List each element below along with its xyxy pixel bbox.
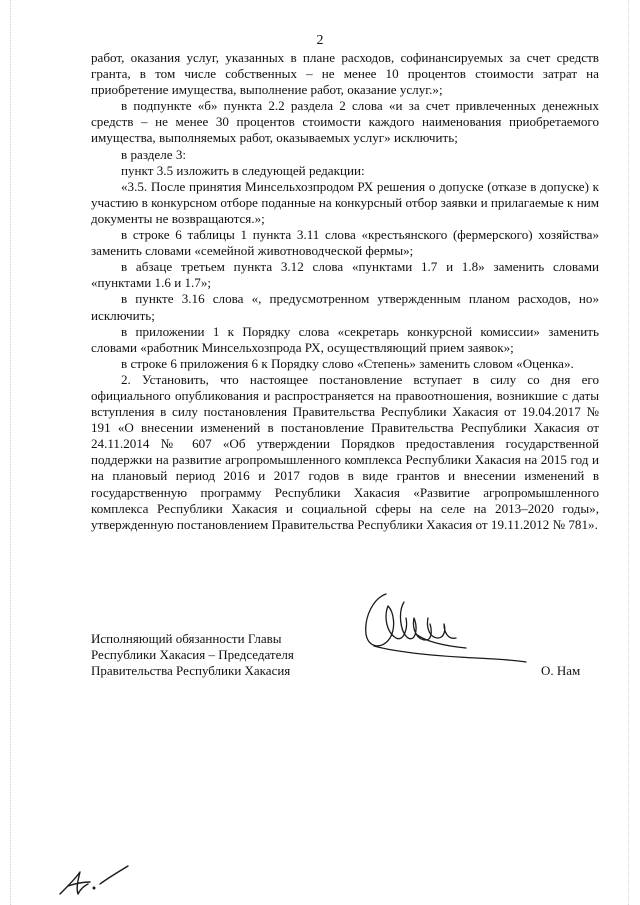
paragraph: в строке 6 приложения 6 к Порядку слово «Степень» заменить словом «Оценка». <box>121 355 574 371</box>
signatory-name: О. Нам <box>541 663 581 678</box>
paragraph: работ, оказания услуг, указанных в плане расходов, софинансируемых за счет средств гранта, в том числе собственных – не менее 10 процентов стоимости затрат на приобретение имущества, выполнение работ, оказание услуг.»; <box>91 50 599 98</box>
paragraph: в разделе 3: <box>121 146 187 162</box>
paragraph: в строке 6 таблицы 1 пункта 3.11 слова «крестьянского (фермерского) хозяйства» заменить словами «семейной животноводческой фермы»; <box>91 227 599 259</box>
paragraph: пункт 3.5 изложить в следующей редакции: <box>121 162 365 178</box>
paragraph: в подпункте «б» пункта 2.2 раздела 2 слова «и за счет привлеченных денежных средств – не менее 30 процентов стоимости каждого наименования приобретаемого имущества, выполняемых работ, оказываемых услуг» исключить; <box>91 98 599 146</box>
handwritten-initials <box>56 860 136 900</box>
paragraph: в приложении 1 к Порядку слова «секретарь конкурсной комиссии» заменить словами «работник Минсельхозпрода РХ, осуществляющий прием заявок»; <box>91 323 599 355</box>
document-body <box>91 50 599 533</box>
signatory-position <box>91 631 321 679</box>
paragraph: «3.5. После принятия Минсельхозпродом РХ решения о допуске (отказе в допуске) к участию в конкурсном отборе поданные на конкурсный отбор заявки и прилагаемые к ним документы не возвращаются.»; <box>91 178 599 226</box>
signatory-position-line: Республики Хакасия – Председателя <box>91 647 294 662</box>
scan-edge-right <box>628 0 630 905</box>
signatory-position-line: Исполняющий обязанности Главы <box>91 631 282 646</box>
signatory-position-line: Правительства Республики Хакасия <box>91 663 291 678</box>
paragraph: в пункте 3.16 слова «, предусмотренном утвержденным планом расходов, но» исключить; <box>91 291 599 323</box>
paragraph: в абзаце третьем пункта 3.12 слова «пунктами 1.7 и 1.8» заменить словами «пунктами 1.6 и 1.7»; <box>91 259 599 291</box>
paragraph: 2. Установить, что настоящее постановление вступает в силу со дня его официального опубликования и распространяется на правоотношения, возникшие с даты вступления в силу постановления Правительства Республики Хакасия от 19.04.2017 № 191 «О внесении изменений в постановление Правительства Республики Хакасия от 24.11.2014 № 607 «Об утверждении Порядков предоставления государственной поддержки на развитие агропромышленного комплекса Республики Хакасия на 2015 год и на плановый период 2016 и 2017 годов в виде грантов и внесении изменений в государственную программу Республики Хакасия «Развитие агропромышленного комплекса Республики Хакасия и социальной сферы на селе на 2013–2020 годы», утвержденную постановлением Правительства Республики Хакасия от 19.11.2012 № 781». <box>91 371 599 532</box>
handwritten-signature <box>356 588 536 668</box>
scan-edge-left <box>10 0 12 905</box>
page-number: 2 <box>316 33 324 48</box>
